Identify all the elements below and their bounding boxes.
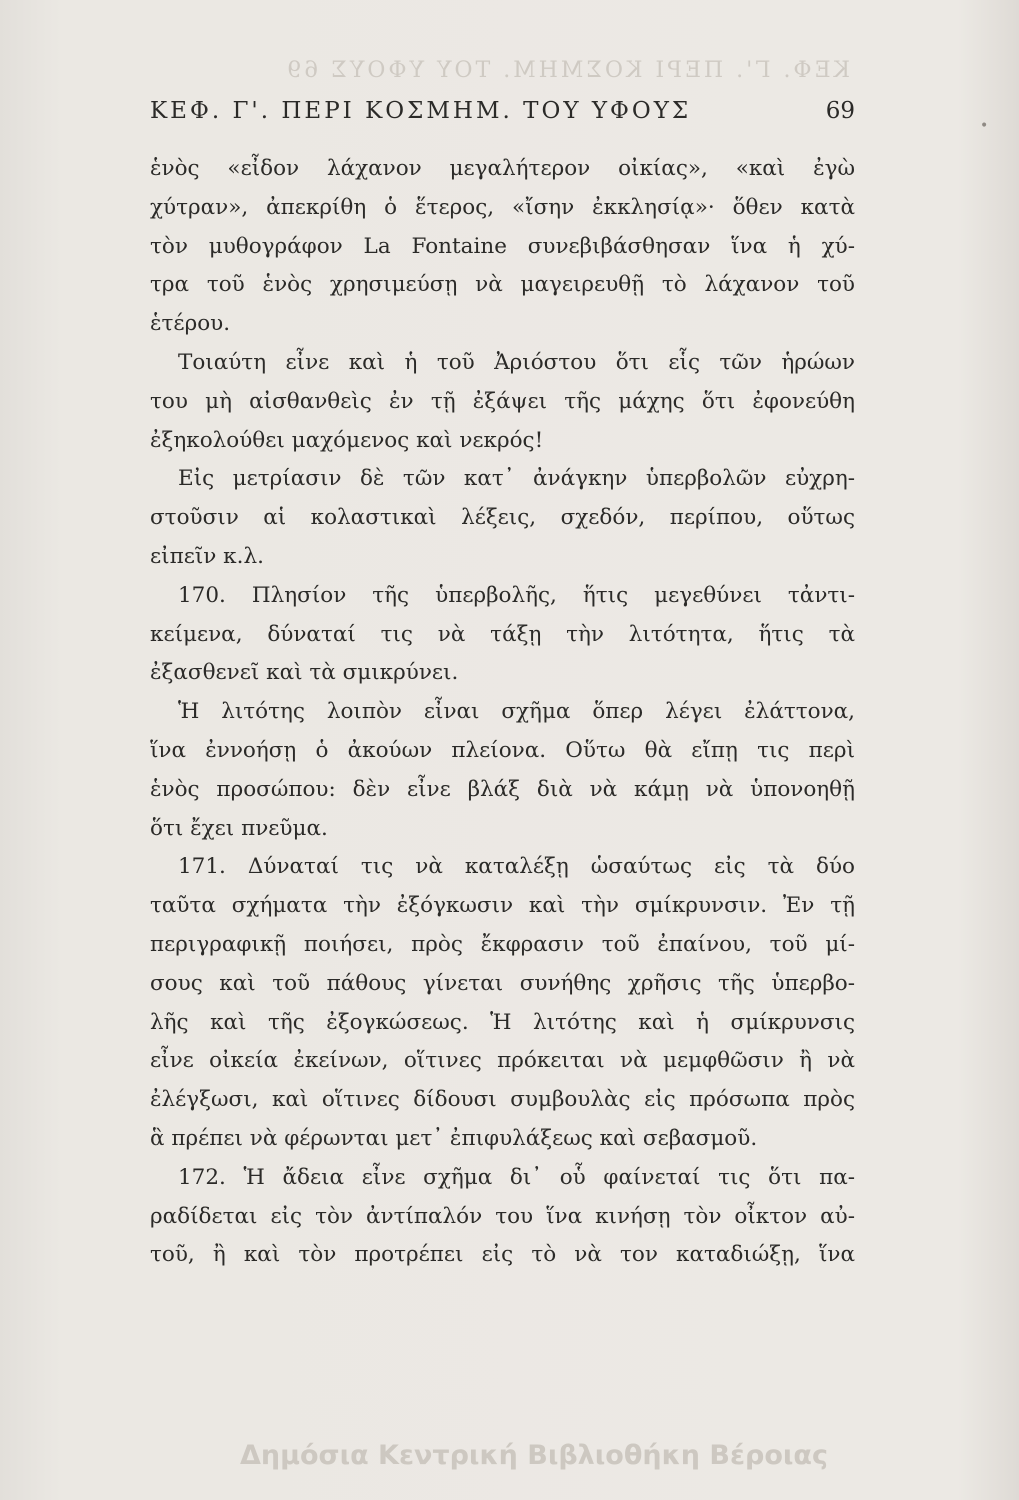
text-line: εἰπεῖν κ.λ. bbox=[150, 543, 264, 569]
section-172-start: 172. Ἡ ἄδεια εἶνε σχῆμα δι᾽ οὗ φαίνεταί τις ὅτι πα- bbox=[178, 1164, 855, 1190]
text-line: Ἡ λιτότης λοιπὸν εἶναι σχῆμα ὅπερ λέγει ἐλάττονα, bbox=[178, 699, 855, 725]
text-line: ἑνὸς προσώπου: δὲν εἶνε βλάξ διὰ νὰ κάμῃ νὰ ὑπονοηθῇ bbox=[150, 776, 855, 802]
library-watermark: Δημόσια Κεντρική Βιβλιοθήκη Βέροιας bbox=[240, 1440, 828, 1471]
text-line: χύτραν», ἀπεκρίθη ὁ ἕτερος, «ἴσην ἐκκλησίᾳ»· ὅθεν κατὰ bbox=[150, 194, 855, 220]
text-line: ἑτέρου. bbox=[150, 311, 231, 337]
text-line: ταῦτα σχήματα τὴν ἐξόγκωσιν καὶ τὴν σμίκρυνσιν. Ἐν τῇ bbox=[150, 893, 855, 919]
text-line: ὅτι ἔχει πνεῦμα. bbox=[150, 815, 328, 841]
text-line: ἵνα ἐννοήσῃ ὁ ἀκούων πλείονα. Οὕτω θὰ εἴπῃ τις περὶ bbox=[150, 737, 855, 763]
text-line: περιγραφικῇ ποιήσει, πρὸς ἔκφρασιν τοῦ ἐπαίνου, τοῦ μί- bbox=[150, 931, 855, 957]
running-title: ΚΕΦ. Γ'. ΠΕΡΙ ΚΟΣΜΗΜ. ΤΟΥ ΥΦΟΥΣ bbox=[150, 98, 692, 124]
text-line: λῆς καὶ τῆς ἐξογκώσεως. Ἡ λιτότης καὶ ἡ σμίκρυνσις bbox=[150, 1009, 855, 1035]
text-line: στοῦσιν αἱ κολαστικαὶ λέξεις, σχεδόν, περίπου, οὕτως bbox=[150, 505, 855, 531]
section-171-start: 171. Δύναταί τις νὰ καταλέξῃ ὡσαύτως εἰς τὰ δύο bbox=[178, 854, 855, 880]
body-text bbox=[150, 150, 855, 1275]
page-number: 69 bbox=[825, 98, 855, 124]
text-line: εἶνε οἰκεία ἐκείνων, οἵτινες πρόκειται νὰ μεμφθῶσιν ἢ νὰ bbox=[150, 1048, 855, 1074]
text-line: ἑνὸς «εἶδον λάχανον μεγαλήτερον οἰκίας», «καὶ ἐγὼ bbox=[150, 156, 855, 181]
text-line: κείμενα, δύναταί τις νὰ τάξῃ τὴν λιτότητα, ἥτις τὰ bbox=[150, 621, 855, 647]
text-line: τρα τοῦ ἑνὸς χρησιμεύσῃ νὰ μαγειρευθῇ τὸ λάχανον τοῦ bbox=[150, 272, 855, 298]
text-line: Εἰς μετρίασιν δὲ τῶν κατ᾽ ἀνάγκην ὑπερβολῶν εὐχρη- bbox=[178, 466, 855, 492]
text-line: σους καὶ τοῦ πάθους γίνεται συνήθης χρῆσις τῆς ὑπερβο- bbox=[150, 970, 855, 996]
text-line: του μὴ αἰσθανθεὶς ἐν τῇ ἐξάψει τῆς μάχης ὅτι ἐφονεύθη bbox=[150, 388, 855, 414]
text-line: τοῦ, ἢ καὶ τὸν προτρέπει εἰς τὸ νὰ τον καταδιώξῃ, ἵνα bbox=[150, 1242, 855, 1268]
text-line: τὸν μυθογράφον La Fontaine συνεβιβάσθησαν ἵνα ἡ χύ- bbox=[150, 233, 855, 259]
text-line: Τοιαύτη εἶνε καὶ ἡ τοῦ Ἀριόστου ὅτι εἷς τῶν ἡρώων bbox=[178, 349, 855, 375]
text-line: ραδίδεται εἰς τὸν ἀντίπαλόν του ἵνα κινήσῃ τὸν οἶκτον αὐ- bbox=[150, 1203, 855, 1229]
bleed-through-header: ΚΕΦ. Γ'. ΠΕΡΙ ΚΟΣΜΗΜ. ΤΟΥ ΥΦΟΥΣ 69 bbox=[284, 58, 850, 83]
margin-dot: • bbox=[980, 118, 989, 134]
section-170-start: 170. Πλησίον τῆς ὑπερβολῆς, ἥτις μεγεθύνει τἀντι- bbox=[178, 582, 855, 608]
text-line: ἐξηκολούθει μαχόμενος καὶ νεκρός! bbox=[150, 427, 544, 453]
text-line: ἐλέγξωσι, καὶ οἵτινες δίδουσι συμβουλὰς εἰς πρόσωπα πρὸς bbox=[150, 1087, 855, 1113]
text-line: ἐξασθενεῖ καὶ τὰ σμικρύνει. bbox=[150, 660, 459, 686]
text-line: ἃ πρέπει νὰ φέρωνται μετ᾽ ἐπιφυλάξεως καὶ σεβασμοῦ. bbox=[150, 1125, 758, 1151]
running-header bbox=[150, 98, 855, 124]
